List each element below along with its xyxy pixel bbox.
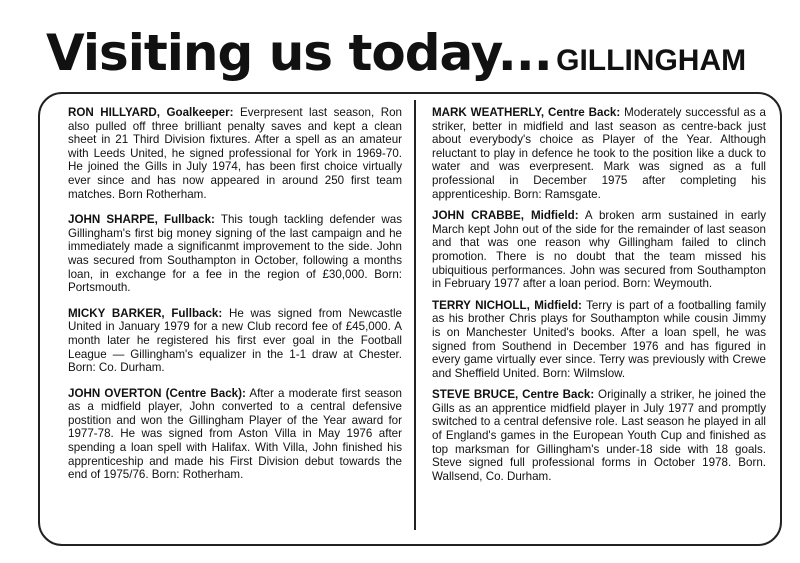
column-divider [414,100,416,530]
player-name: TERRY NICHOLL, Midfield: [432,298,582,312]
player-name: JOHN OVERTON (Centre Back): [68,386,246,400]
player-bio: Everpresent last season, Ron also pulled off three brilliant penalty saves and kept a clean sheet in 21 Third Division fixtures. After a spell as an amateur with Leeds United, he signed professional for York in 1969-70. He joined the Gills in July 1974, has been first choice virtually ever since and has now appeared in around 250 first team matches. Born Rotherham. [68,106,402,201]
player-bio: A broken arm sustained in early March kept John out of the side for the remainder of last season and that was one reason why Gillingham failed to clinch promotion. There is no doubt that the team missed his ubiquitious performances. John was secured from Southampton in February 1977 after a loan period. Born: Weymouth. [432,209,766,291]
player-name: JOHN SHARPE, Fullback: [68,213,215,227]
right-column [432,106,766,491]
player-name: JOHN CRABBE, Midfield: [432,209,579,223]
player-profile-nicholl [432,299,766,381]
player-profile-weatherly [432,106,766,201]
player-name: RON HILLYARD, Goalkeeper: [68,106,234,119]
player-profile-barker [68,307,402,375]
player-bio: After a moderate first season as a midfield player, John converted to a central defensive postition and won the Gillingham Player of the Year award for 1977-78. He was signed from Aston Villa in May 1976 after spending a loan spell with Halifax. With Villa, John finished his apprenticeship and made his First Division debut towards the end of 1975/76. Born: Rotherham. [68,386,402,482]
player-profile-sharpe [68,213,402,295]
player-name: STEVE BRUCE, Centre Back: [432,388,595,402]
player-name: MARK WEATHERLY, Centre Back: [432,106,621,119]
player-profile-overton [68,387,402,482]
left-column [68,106,402,494]
player-bio: Moderately successful as a striker, better in midfield and last season as centre-back just about everybody's choice as Player of the Year. Although reluctant to play in defence he took to the position like a duck to water and was everpresent. Mark was signed as a full professional in December 1975 after completing his apprenticeship. Born: Ramsgate. [432,106,766,201]
player-bio: This tough tackling defender was Gillingham's first big money signing of the last campaign and he immediately made a significanmt improvement to the side. John was secured from Southampton in October, following a months loan, in exchange for a fee in the region of £30,000. Born: Portsmouth. [68,213,403,295]
player-profile-crabbe [432,209,766,291]
headline-club: GILLINGHAM [556,44,747,77]
player-bio: Originally a striker, he joined the Gills as an apprentice midfield player in July 1977 and promptly switched to a central defensive role. Last season he played in all of England's games in the European Youth Cup and finished as top marksman for Gillingham's under-18 side with 18 goals. Steve signed full professional forms in October 1978. Born. Wallsend, Co. Durham. [432,388,766,483]
player-name: MICKY BARKER, Fullback: [68,306,223,320]
page-headline [46,24,786,82]
headline-main: Visiting us today... [46,24,552,82]
player-bio: He was signed from Newcastle United in January 1979 for a new Club record fee of £45,000. A month later he registered his first ever goal in the Football League — Gillingham's equalizer in the 1-1 draw at Chester. Born: Co. Durham. [68,306,402,375]
player-profile-hillyard [68,106,402,201]
player-bio: Terry is part of a footballing family as his brother Chris plays for Southampton while cousin Jimmy is on Manchester United's books. After a loan spell, he was signed from Southend in December 1976 and has figured in every game virtually ever since. Terry was previously with Crewe and Sheffield United. Born: Wilmslow. [432,298,766,380]
player-profile-bruce [432,388,766,483]
